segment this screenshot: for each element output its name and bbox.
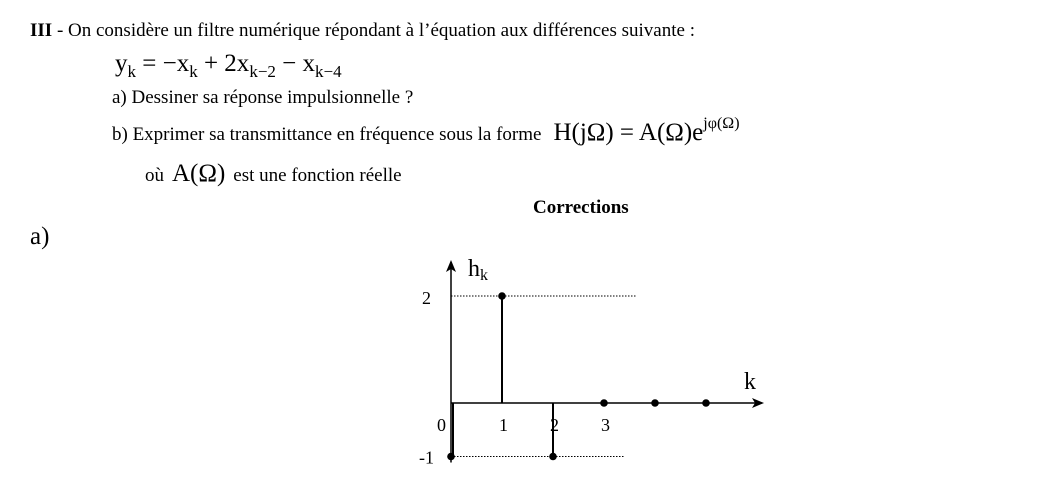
corrections-part-a-label: a) <box>30 223 50 250</box>
question-b: b) Exprimer sa transmittance en fréquence sous la forme $H(j\Omega) = A(\Omega)e^{j\varphi(\Omega)}$ <box>112 115 740 146</box>
y-axis-label: hk <box>468 256 488 284</box>
y-tick-label--1: -1 <box>419 447 434 468</box>
transmittance-formula: $H(j\Omega) = A(\Omega)e^{j\varphi(\Omega)}$ <box>553 115 740 146</box>
difference-equation: $y_k = -x_k + 2x_{k-2} - x_{k-4}$ <box>115 50 342 81</box>
data-point-k0 <box>447 453 455 461</box>
data-point-k5 <box>702 399 710 407</box>
problem-intro: - On considère un filtre numérique répondant à l’équation aux différences suivante : <box>52 20 695 41</box>
question-b-note: où A(Ω) est une fonction réelle <box>145 160 402 187</box>
section-number: III <box>30 20 53 41</box>
question-a: a) Dessiner sa réponse impulsionnelle ? <box>112 87 414 108</box>
data-point-k3 <box>600 399 608 407</box>
x-tick-label-1: 1 <box>499 415 508 435</box>
x-tick-label-0: 0 <box>437 415 446 435</box>
data-point-k4 <box>651 399 659 407</box>
data-point-k2 <box>549 453 557 461</box>
x-tick-label-3: 3 <box>601 415 610 435</box>
y-tick-label-2: 2 <box>422 288 431 308</box>
corrections-title: Corrections <box>533 197 629 218</box>
x-axis-label: k <box>744 369 756 395</box>
data-point-k1 <box>498 292 506 300</box>
x-tick-label-2: 2 <box>550 415 559 435</box>
